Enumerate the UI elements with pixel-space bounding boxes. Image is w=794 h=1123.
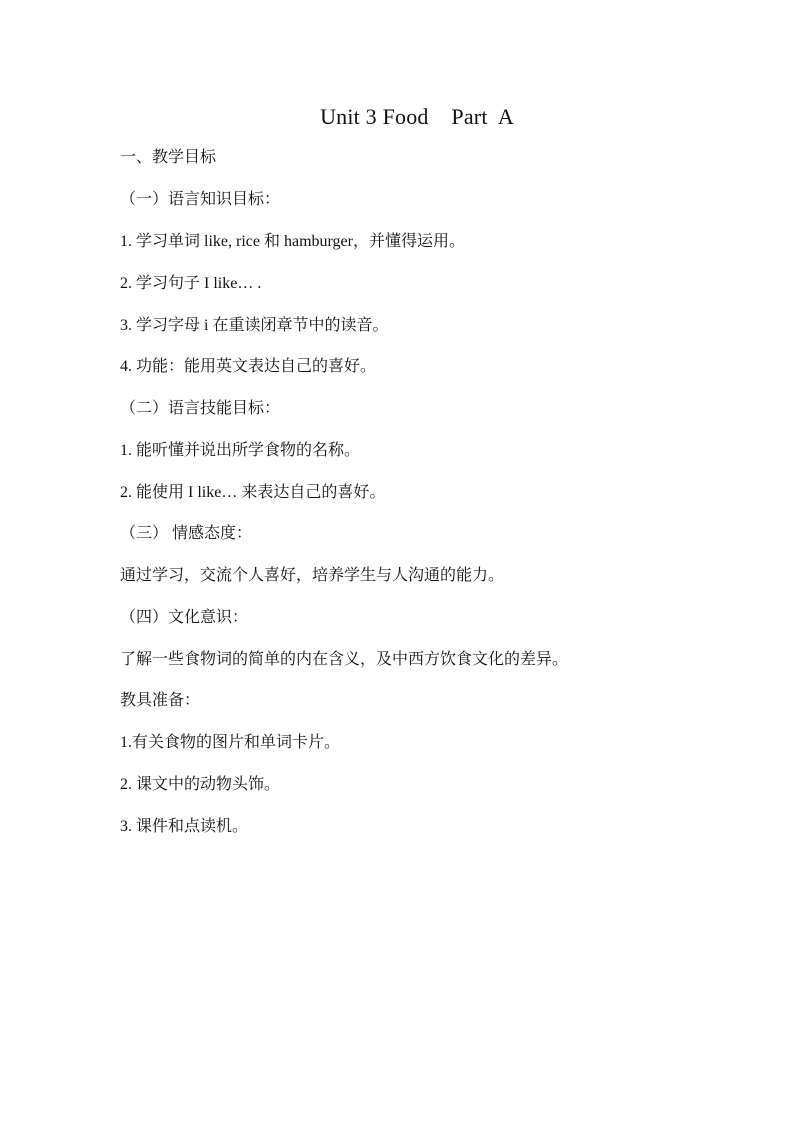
list-item: 1. 学习单词 like, rice 和 hamburger，并懂得运用。 xyxy=(120,233,465,250)
document-title: Unit 3 Food Part A xyxy=(320,104,514,129)
section-heading-teaching-goals: 一、教学目标 xyxy=(120,149,217,166)
paragraph: 通过学习，交流个人喜好，培养学生与人沟通的能力。 xyxy=(120,567,505,584)
subsection-heading-attitude: （三） 情感态度： xyxy=(120,525,253,542)
section-heading-teaching-aids: 教具准备： xyxy=(120,692,201,709)
subsection-heading-culture: （四）文化意识： xyxy=(120,609,249,626)
paragraph: 了解一些食物词的简单的内在含义，及中西方饮食文化的差异。 xyxy=(120,651,569,668)
list-item: 2. 能使用 I like… 来表达自己的喜好。 xyxy=(120,484,386,501)
list-item: 3. 学习字母 i 在重读闭章节中的读音。 xyxy=(120,317,389,334)
subsection-heading-language-skills: （二）语言技能目标： xyxy=(120,400,281,417)
list-item: 4. 功能：能用英文表达自己的喜好。 xyxy=(120,358,377,375)
list-item: 3. 课件和点读机。 xyxy=(120,818,249,835)
list-item: 1. 能听懂并说出所学食物的名称。 xyxy=(120,442,361,459)
list-item: 2. 课文中的动物头饰。 xyxy=(120,776,281,793)
subsection-heading-language-knowledge: （一）语言知识目标： xyxy=(120,191,281,208)
list-item: 1.有关食物的图片和单词卡片。 xyxy=(120,734,341,751)
list-item: 2. 学习句子 I like… . xyxy=(120,275,262,292)
